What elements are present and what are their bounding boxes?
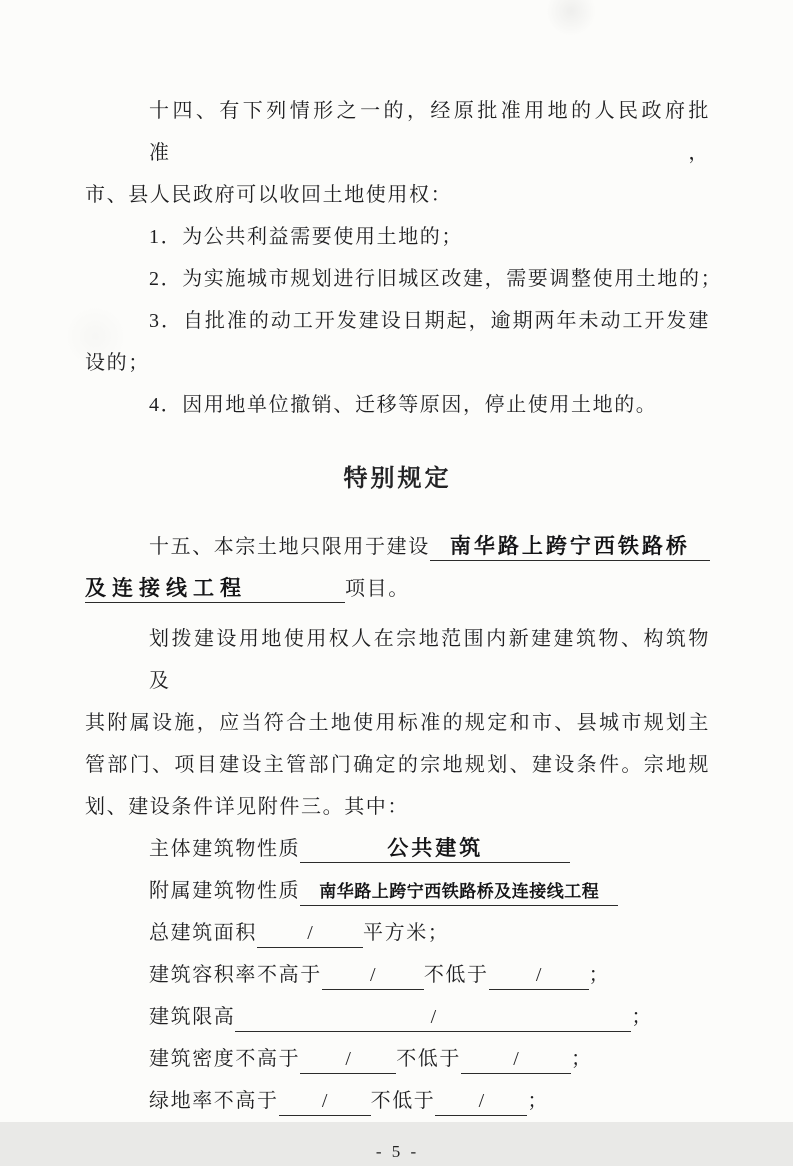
field-height-limit-suffix: ； xyxy=(631,1006,654,1028)
project-name-value-line1: 南华路上跨宁西铁路桥 xyxy=(449,534,690,558)
allocation-line4: 划、建设条件详见附件三。其中： xyxy=(85,796,409,818)
field-total-area-label: 总建筑面积 xyxy=(149,922,257,944)
allocation-line3: 管部门、项目建设主管部门确定的宗地规划、建设条件。宗地规 xyxy=(85,754,710,776)
field-green-ratio-mid: 不低于 xyxy=(370,1090,436,1112)
field-height-limit-label: 建筑限高 xyxy=(149,1006,236,1028)
field-plot-ratio-mid: 不低于 xyxy=(423,964,489,986)
clause14-intro-line2: 市、县人民政府可以收回土地使用权： xyxy=(85,184,453,206)
field-auxiliary-building-value: 南华路上跨宁西铁路桥及连接线工程 xyxy=(319,882,600,901)
allocation-line1: 划拨建设用地使用权人在宗地范围内新建建筑物、构筑物及 xyxy=(149,628,710,692)
clause14-item-3-line1: 3．自批准的动工开发建设日期起，逾期两年未动工开发建 xyxy=(149,310,710,332)
field-green-ratio-blank-max: / xyxy=(279,1086,371,1116)
special-provisions-heading: 特别规定 xyxy=(343,465,452,492)
page-number: - 5 - xyxy=(375,1142,420,1161)
field-green-ratio-label: 绿地率不高于 xyxy=(149,1090,279,1112)
field-main-building-label: 主体建筑物性质 xyxy=(149,838,301,860)
clause-15 xyxy=(85,526,710,610)
field-density-blank-min: / xyxy=(461,1044,571,1074)
field-density-suffix: ； xyxy=(571,1048,593,1070)
project-name-blank-line1 xyxy=(430,531,710,561)
clause15-line2 xyxy=(85,568,710,610)
field-auxiliary-building-blank xyxy=(300,876,618,906)
field-main-building-value: 公共建筑 xyxy=(387,836,484,860)
allocation-paragraph xyxy=(85,618,710,828)
clause14-item-1: 1．为公共利益需要使用土地的； xyxy=(149,226,463,248)
field-height-limit xyxy=(149,996,710,1038)
field-total-area-blank: / xyxy=(257,918,363,948)
field-green-ratio-suffix: ； xyxy=(527,1090,550,1112)
clause-14 xyxy=(85,90,723,426)
field-main-building xyxy=(149,828,710,870)
field-density xyxy=(149,1038,710,1080)
field-density-label: 建筑密度不高于 xyxy=(149,1048,301,1070)
field-plot-ratio-suffix: ； xyxy=(588,964,611,986)
field-main-building-blank xyxy=(300,833,570,863)
clause14-item-4: 4．因用地单位撤销、迁移等原因，停止使用土地的。 xyxy=(149,394,658,416)
project-name-blank-line2 xyxy=(85,573,345,603)
clause14-intro-line1: 十四、有下列情形之一的，经原批准用地的人民政府批准， xyxy=(149,100,710,164)
field-plot-ratio-blank-max: / xyxy=(322,960,424,990)
field-plot-ratio-label: 建筑容积率不高于 xyxy=(149,964,322,986)
allocation-line2: 其附属设施，应当符合土地使用标准的规定和市、县城市规划主 xyxy=(85,712,710,734)
field-plot-ratio xyxy=(149,954,710,996)
field-green-ratio xyxy=(149,1080,710,1122)
field-total-area xyxy=(149,912,710,954)
field-green-ratio-blank-min: / xyxy=(435,1086,527,1116)
building-condition-fields xyxy=(149,828,710,1122)
field-height-limit-blank: / xyxy=(235,1002,631,1032)
field-total-area-suffix: 平方米； xyxy=(363,922,450,944)
field-auxiliary-building-label: 附属建筑物性质 xyxy=(149,880,301,902)
field-density-blank-max: / xyxy=(300,1044,396,1074)
clause15-line1 xyxy=(85,526,710,568)
clause14-item-3-line2: 设的； xyxy=(85,352,150,374)
clause14-item-2: 2．为实施城市规划进行旧城区改建，需要调整使用土地的； xyxy=(149,268,723,290)
field-auxiliary-building xyxy=(149,870,710,912)
field-density-mid: 不低于 xyxy=(396,1048,462,1070)
project-name-value-line2: 及连接线工程 xyxy=(85,576,247,600)
clause15-suffix: 项目。 xyxy=(345,578,410,600)
field-plot-ratio-blank-min: / xyxy=(489,960,589,990)
clause15-prefix: 十五、本宗土地只限用于建设 xyxy=(149,536,430,558)
